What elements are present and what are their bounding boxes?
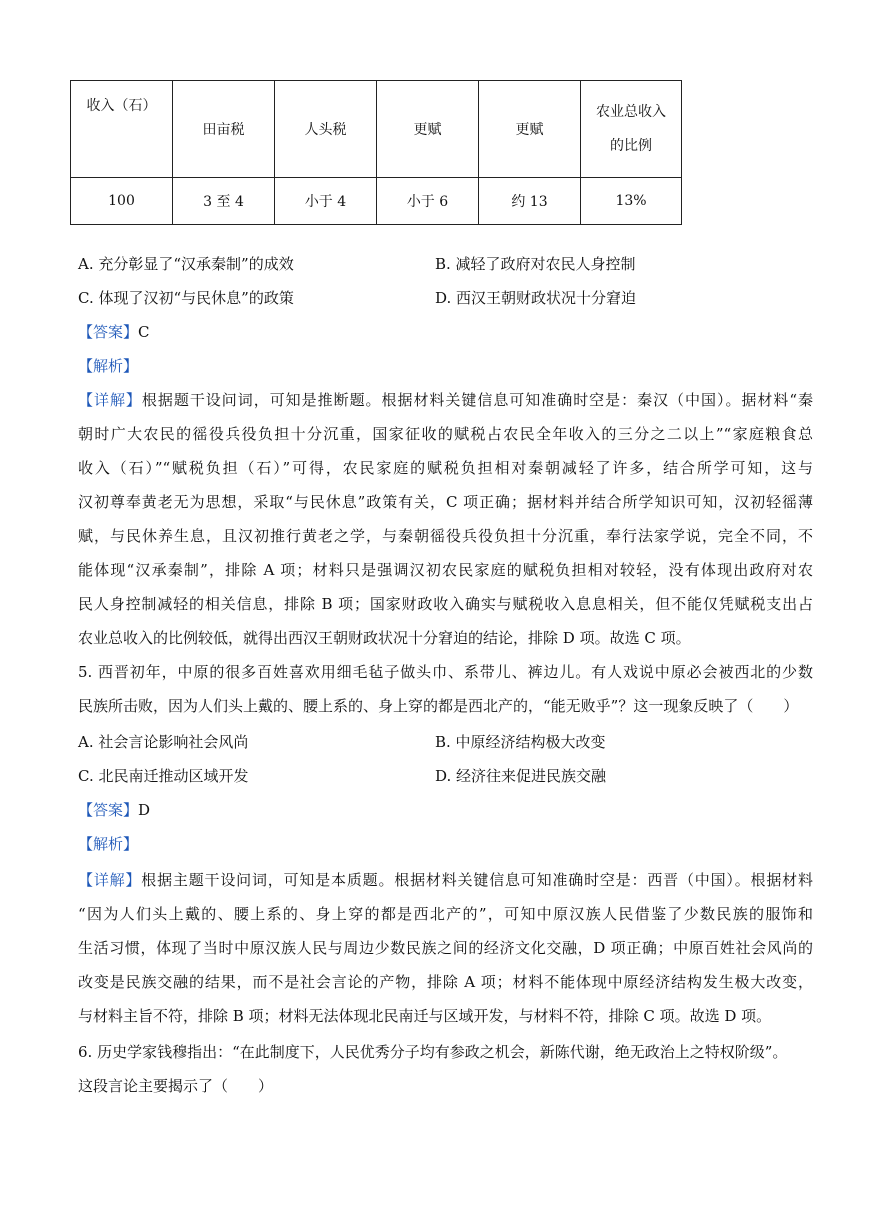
q5-option-b: B. 中原经济结构极大改变 (435, 733, 606, 751)
table-row (71, 178, 682, 225)
table-cell: 3 至 4 (173, 178, 275, 225)
q5-detail-line: 与材料主旨不符，排除 B 项；材料无法体现北民南迁与区域开发，与材料不符，排除 C 项。故选 D 项。 (78, 1007, 772, 1025)
q4-detail-line: 能体现“汉承秦制”，排除 A 项；材料只是强调汉初农民家庭的赋税负担相对较轻，没有体现出政府对农 (78, 561, 813, 579)
detail-text: 根据题干设问词，可知是推断题。根据材料关键信息可知准确时空是：秦汉（中国）。据材料“秦 (141, 391, 813, 409)
table-cell: 13% (581, 178, 682, 225)
q5-detail-line: “因为人们头上戴的、腰上系的、身上穿的都是西北产的”，可知中原汉族人民借鉴了少数民族的服饰和 (78, 905, 813, 923)
q5-option-d: D. 经济往来促进民族交融 (435, 767, 607, 785)
detail-tag: 【详解】 (78, 391, 142, 409)
q4-detail-line (78, 390, 813, 410)
table-header-cell: 人头税 (275, 81, 377, 178)
table-header-row (71, 81, 682, 178)
answer-value: C (138, 323, 150, 341)
table-header-cell: 更赋 (377, 81, 479, 178)
q5-option-a: A. 社会言论影响社会风尚 (78, 733, 249, 751)
q4-option-b: B. 减轻了政府对农民人身控制 (435, 255, 636, 273)
q4-analysis-heading (78, 356, 813, 376)
q5-detail-line (78, 870, 813, 890)
analysis-tag: 【解析】 (78, 835, 139, 853)
table-header-line: 的比例 (610, 138, 652, 154)
table-header-cell: 田亩税 (173, 81, 275, 178)
table-cell: 小于 4 (275, 178, 377, 225)
table-header-cell: 更赋 (479, 81, 581, 178)
table-header-cell (581, 81, 682, 178)
answer-value: D (138, 801, 151, 819)
q4-detail-line: 朝时广大农民的徭役兵役负担十分沉重，国家征收的赋税占农民全年收入的三分之二以上”“家庭粮食总 (78, 425, 813, 443)
q4-detail-line: 赋，与民休养生息，且汉初推行黄老之学，与秦朝徭役兵役负担十分沉重，奉行法家学说，完全不同，不 (78, 527, 813, 545)
q4-detail-line: 收入（石）”“赋税负担（石）”可得，农民家庭的赋税负担相对秦朝减轻了许多，结合所学可知，这与 (78, 459, 813, 477)
q4-option-d: D. 西汉王朝财政状况十分窘迫 (435, 289, 637, 307)
q5-analysis-heading (78, 834, 813, 854)
q5-detail-line: 生活习惯，体现了当时中原汉族人民与周边少数民族之间的经济文化交融，D 项正确；中原百姓社会风尚的 (78, 939, 813, 957)
q4-detail-line: 农业总收入的比例较低，就得出西汉王朝财政状况十分窘迫的结论，排除 D 项。故选 C 项。 (78, 629, 691, 647)
q4-option-c: C. 体现了汉初“与民休息”的政策 (78, 289, 294, 307)
table-header-cell: 收入（石） (71, 81, 173, 178)
detail-text: 根据主题干设问词，可知是本质题。根据材料关键信息可知准确时空是：西晋（中国）。根据材料 (141, 871, 813, 889)
q4-detail-line: 汉初尊奉黄老无为思想，采取“与民休息”政策有关，C 项正确；据材料并结合所学知识可知，汉初轻徭薄 (78, 493, 813, 511)
q4-answer (78, 322, 813, 342)
tax-burden-table (70, 80, 682, 225)
q4-detail-line: 民人身控制减轻的相关信息，排除 B 项；国家财政收入确实与赋税收入息息相关，但不能仅凭赋税支出占 (78, 595, 813, 613)
q5-answer (78, 800, 813, 820)
q6-stem-line: 这段言论主要揭示了（ ） (78, 1077, 274, 1095)
q5-detail-line: 改变是民族交融的结果，而不是社会言论的产物，排除 A 项；材料不能体现中原经济结构发生极大改变， (78, 973, 813, 991)
q6-stem-line: 6. 历史学家钱穆指出：“在此制度下，人民优秀分子均有参政之机会，新陈代谢，绝无政治上之特权阶级”。 (78, 1043, 788, 1061)
analysis-tag: 【解析】 (78, 357, 139, 375)
table-header-line: 农业总收入 (596, 104, 666, 120)
q5-stem-line: 5. 西晋初年，中原的很多百姓喜欢用细毛毡子做头巾、系带儿、裤边儿。有人戏说中原必会被西北的少数 (78, 663, 813, 681)
table-cell: 小于 6 (377, 178, 479, 225)
q4-option-a: A. 充分彰显了“汉承秦制”的成效 (78, 255, 294, 273)
q5-option-c: C. 北民南迁推动区域开发 (78, 767, 249, 785)
answer-tag: 【答案】 (78, 801, 139, 819)
table-cell: 100 (71, 178, 173, 225)
q5-stem-line: 民族所击败，因为人们头上戴的、腰上系的、身上穿的都是西北产的，“能无败乎”？这一现象反映了（ ） (78, 697, 799, 715)
table-cell: 约 13 (479, 178, 581, 225)
detail-tag: 【详解】 (78, 871, 142, 889)
answer-tag: 【答案】 (78, 323, 139, 341)
